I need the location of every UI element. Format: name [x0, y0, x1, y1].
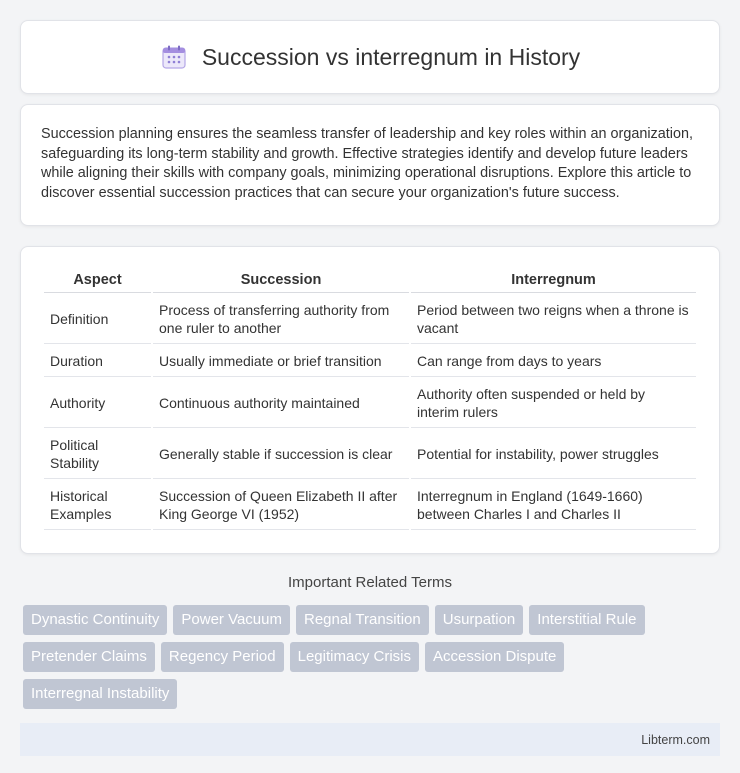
table-header-row [44, 269, 696, 293]
header-interregnum: Interregnum [411, 269, 696, 293]
footer [20, 723, 720, 756]
tag-regency-period[interactable]: Regency Period [161, 642, 284, 672]
table-row [44, 430, 696, 479]
header-succession: Succession [153, 269, 409, 293]
cell-interregnum: Can range from days to years [411, 346, 696, 377]
cell-succession: Usually immediate or brief transition [153, 346, 409, 377]
tag-pretender-claims[interactable]: Pretender Claims [23, 642, 155, 672]
tag-usurpation[interactable]: Usurpation [435, 605, 524, 635]
cell-succession: Succession of Queen Elizabeth II after King George VI (1952) [153, 481, 409, 530]
header-aspect: Aspect [44, 269, 151, 293]
calendar-icon [160, 43, 188, 71]
related-terms-title: Important Related Terms [288, 574, 452, 591]
cell-aspect: Duration [44, 346, 151, 377]
tag-legitimacy-crisis[interactable]: Legitimacy Crisis [290, 642, 419, 672]
comparison-table-card [20, 246, 720, 554]
table-row [44, 379, 696, 428]
page-title: Succession vs interregnum in History [201, 43, 581, 70]
tag-accession-dispute[interactable]: Accession Dispute [425, 642, 564, 672]
intro-text: Succession planning ensures the seamless transfer of leadership and key roles within an organization, safeguarding its long-term stability and growth. Effective strategies identify and develop future leaders while aligning their skills with company goals, minimizing operational disruptions. Explore this article to discover essential succession practices that can secure your organization's future success. [41, 126, 693, 201]
tag-power-vacuum[interactable]: Power Vacuum [173, 605, 290, 635]
footer-brand[interactable]: Libterm.com [641, 732, 710, 747]
cell-interregnum: Authority often suspended or held by interim rulers [411, 379, 696, 428]
title-card [20, 20, 720, 94]
tag-interregnal-instability[interactable]: Interregnal Instability [23, 679, 177, 709]
comparison-table [42, 267, 698, 532]
related-terms-tags [20, 605, 720, 709]
cell-aspect: Definition [44, 295, 151, 344]
tag-regnal-transition[interactable]: Regnal Transition [296, 605, 429, 635]
table-row [44, 481, 696, 530]
cell-aspect: Authority [44, 379, 151, 428]
cell-interregnum: Interregnum in England (1649-1660) between Charles I and Charles II [411, 481, 696, 530]
related-terms-section [20, 574, 720, 709]
cell-succession: Process of transferring authority from one ruler to another [153, 295, 409, 344]
table-row [44, 346, 696, 377]
cell-interregnum: Potential for instability, power struggles [411, 430, 696, 479]
cell-succession: Generally stable if succession is clear [153, 430, 409, 479]
cell-interregnum: Period between two reigns when a throne is vacant [411, 295, 696, 344]
tag-dynastic-continuity[interactable]: Dynastic Continuity [23, 605, 167, 635]
intro-card [20, 104, 720, 226]
cell-aspect: Political Stability [44, 430, 151, 479]
tag-interstitial-rule[interactable]: Interstitial Rule [529, 605, 644, 635]
cell-succession: Continuous authority maintained [153, 379, 409, 428]
table-row [44, 295, 696, 344]
cell-aspect: Historical Examples [44, 481, 151, 530]
